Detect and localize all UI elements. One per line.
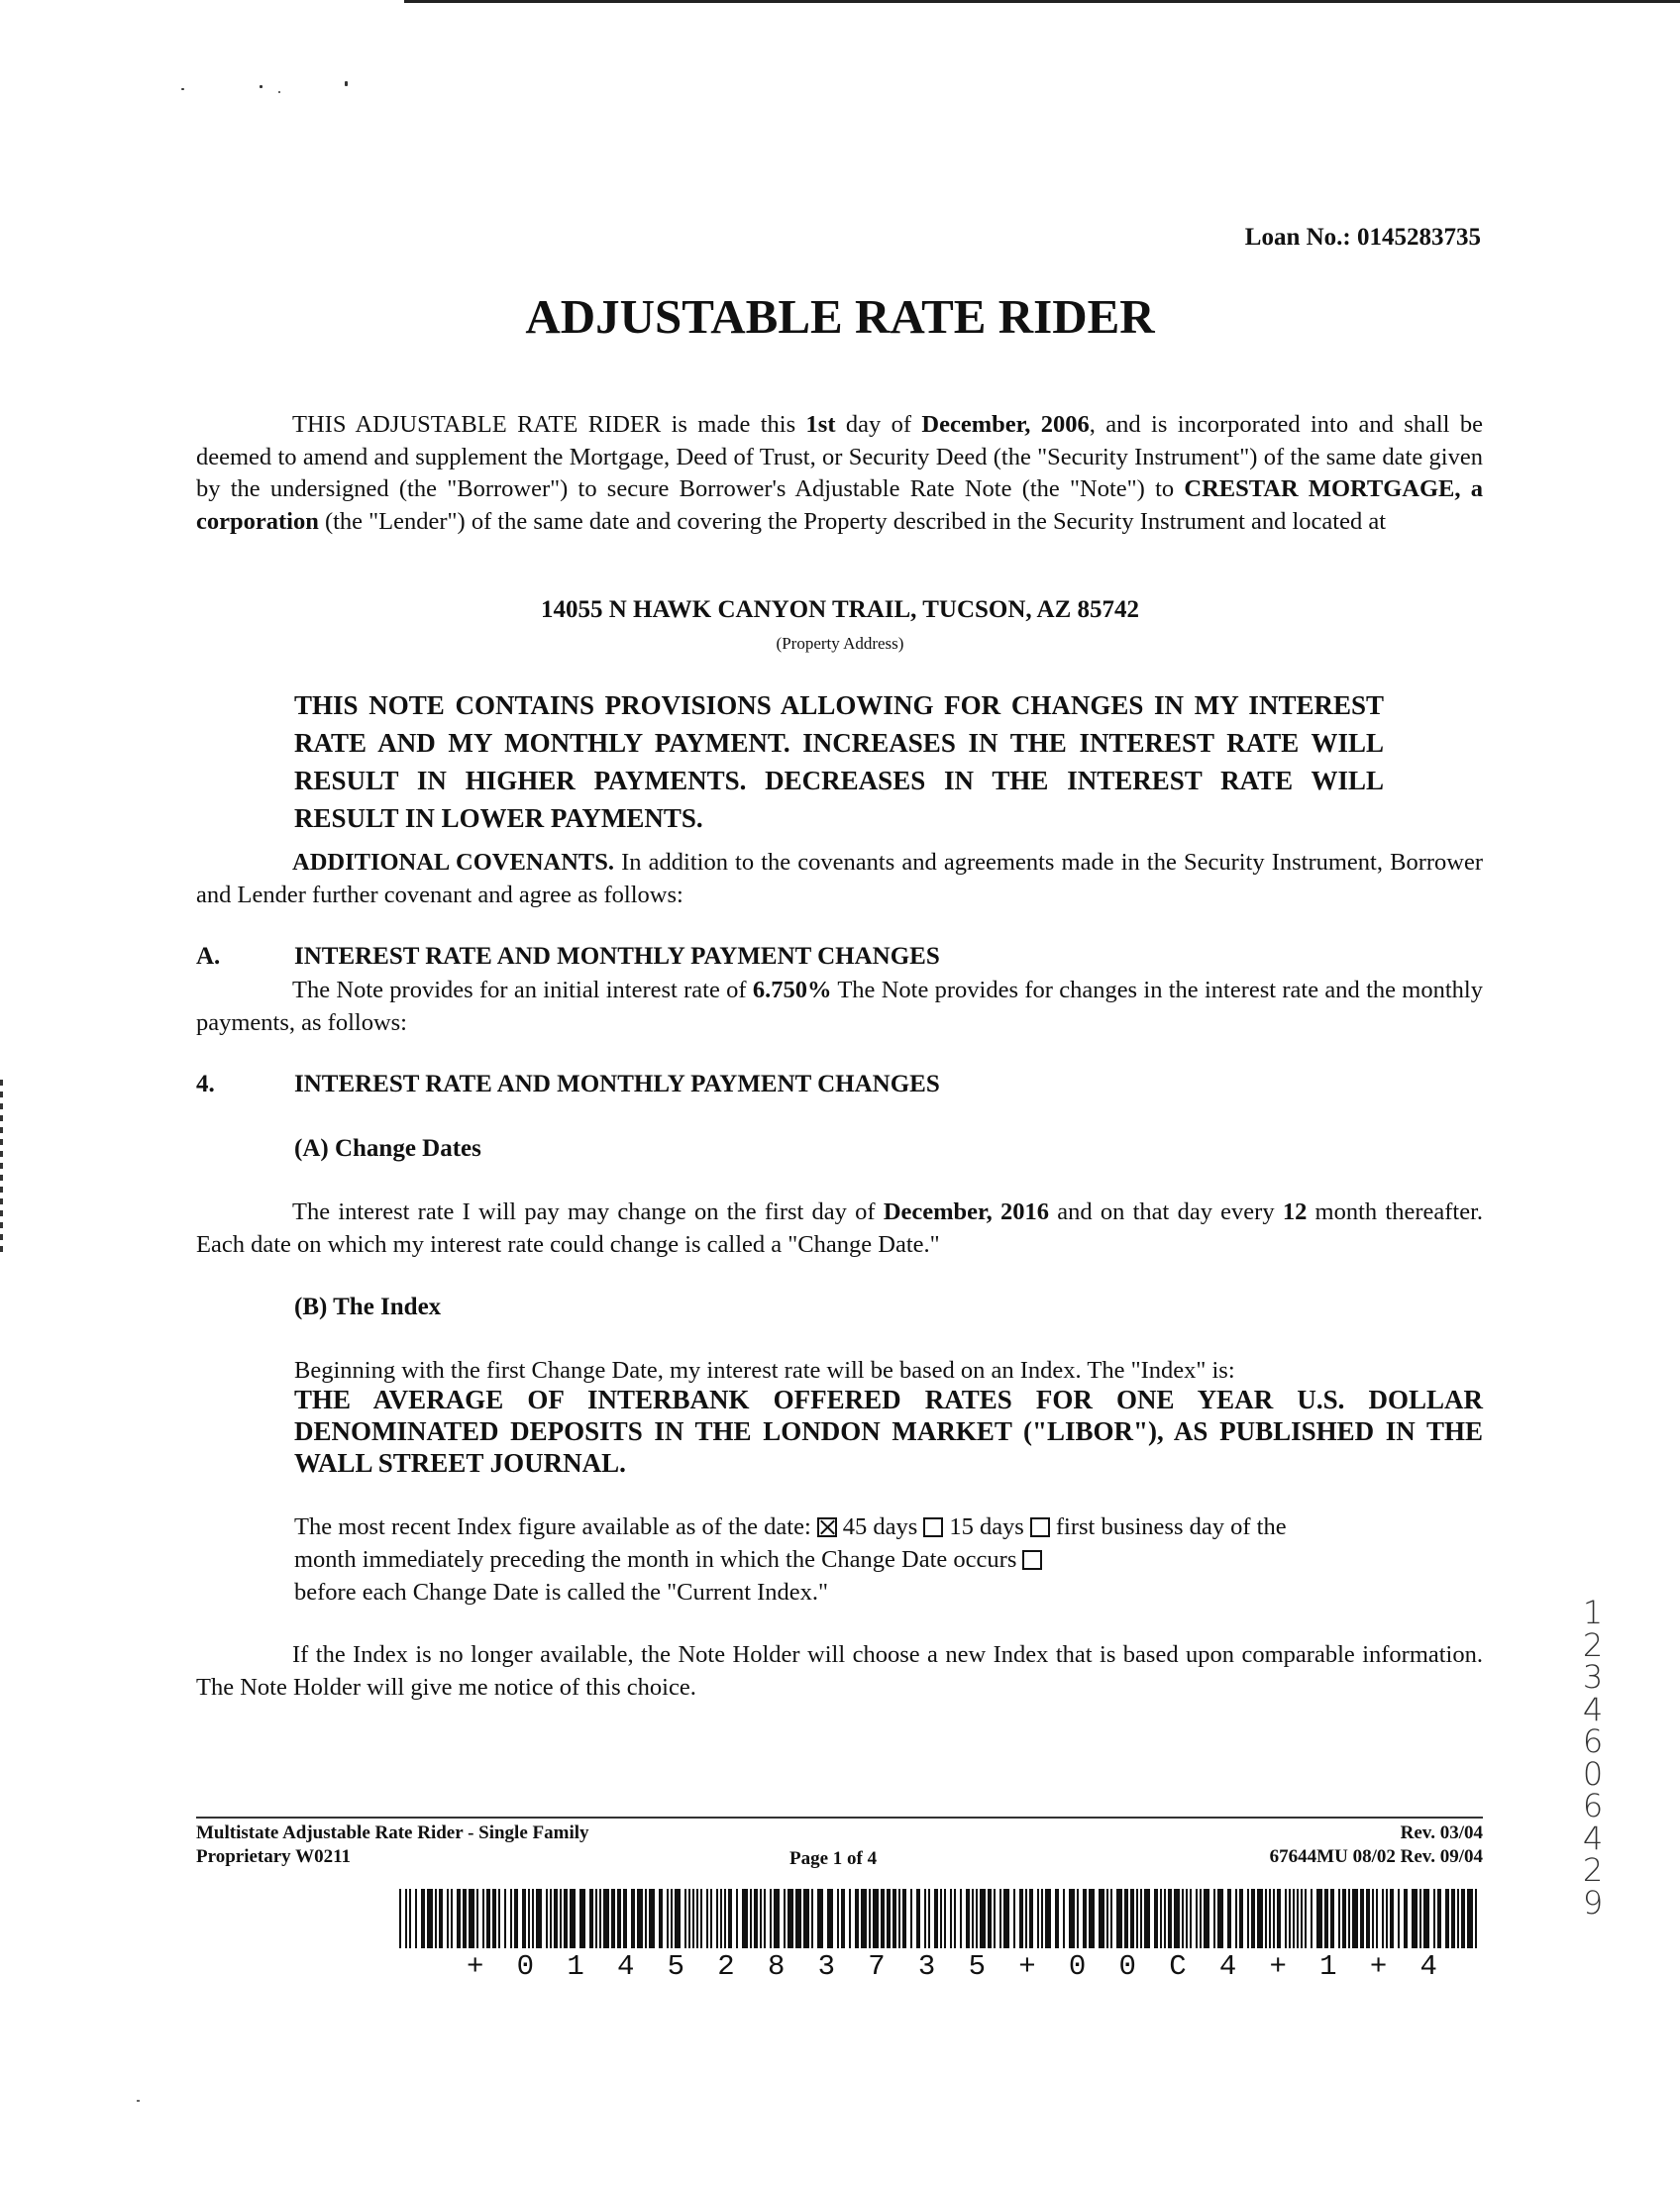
barcode-bar: [1382, 1889, 1384, 1948]
barcode-bar: [631, 1889, 635, 1948]
barcode-bar: [1168, 1889, 1172, 1948]
barcode-char: 5: [667, 1950, 685, 1983]
barcode-bar: [1077, 1889, 1079, 1948]
page-top-border: [404, 0, 1680, 3]
barcode-bar: [760, 1889, 762, 1948]
barcode-bar: [972, 1889, 974, 1948]
barcode-bar: [1404, 1889, 1408, 1948]
barcode-bar: [1251, 1889, 1255, 1948]
barcode-char: +: [1369, 1950, 1388, 1983]
barcode-bar: [706, 1889, 708, 1948]
barcode-bar: [1285, 1889, 1287, 1948]
barcode-bar: [599, 1889, 601, 1948]
barcode-char: 5: [968, 1950, 986, 1983]
index-figure-line-1: The most recent Index figure available as of the date: 45 days 15 days first business day of the: [294, 1513, 1287, 1540]
barcode-bar: [522, 1889, 526, 1948]
barcode-bar: [1136, 1889, 1138, 1948]
barcode-bar: [579, 1889, 585, 1948]
checkbox-first-business-day[interactable]: [1030, 1517, 1050, 1537]
scan-speck: [260, 85, 262, 88]
barcode-bar: [1227, 1889, 1231, 1948]
side-digit: 4: [1582, 1690, 1604, 1728]
index-heading: (B) The Index: [294, 1294, 442, 1320]
barcode-bar: [764, 1889, 766, 1948]
barcode-bar: [447, 1889, 449, 1948]
footer-rule: [196, 1817, 1483, 1819]
barcode-bar: [1433, 1889, 1435, 1948]
barcode-bar: [1265, 1889, 1267, 1948]
index-figure-line-2: month immediately preceding the month in which the Change Date occurs: [294, 1543, 1483, 1576]
barcode-bar: [1457, 1889, 1459, 1948]
barcode-bar: [1069, 1889, 1075, 1948]
barcode-bar: [492, 1889, 496, 1948]
barcode-bar: [1293, 1889, 1295, 1948]
barcode-bar: [1063, 1889, 1065, 1948]
barcode-bar: [728, 1889, 732, 1948]
barcode-bar: [940, 1889, 942, 1948]
barcode-bar: [980, 1889, 986, 1948]
section-4-title: INTEREST RATE AND MONTHLY PAYMENT CHANGES: [294, 1071, 940, 1097]
property-address-label: (Property Address): [776, 634, 904, 653]
barcode-bar: [1273, 1889, 1275, 1948]
barcode-bar: [1213, 1889, 1215, 1948]
barcode-bar: [1277, 1889, 1281, 1948]
barcode-bar: [999, 1889, 1001, 1948]
barcode-char: 3: [817, 1950, 835, 1983]
barcode-bar: [1154, 1889, 1158, 1948]
loan-number: Loan No.: 0145283735: [1244, 224, 1481, 251]
barcode-bar: [570, 1889, 576, 1948]
property-address: 14055 N HAWK CANYON TRAIL, TUCSON, AZ 85742: [540, 596, 1140, 623]
barcode-bar: [684, 1889, 686, 1948]
barcode-bar: [1116, 1889, 1122, 1948]
barcode-bar: [486, 1889, 490, 1948]
barcode-bar: [1352, 1889, 1358, 1948]
barcode-bar: [1412, 1889, 1418, 1948]
barcode-bar: [898, 1889, 900, 1948]
barcode-bar: [1124, 1889, 1128, 1948]
barcode-bar: [1330, 1889, 1334, 1948]
barcode-bar: [611, 1889, 615, 1948]
barcode-bar: [1025, 1889, 1027, 1948]
barcode-bar: [1324, 1889, 1328, 1948]
side-digit: 6: [1582, 1722, 1604, 1760]
scan-speck: [181, 88, 184, 90]
barcode-char: 4: [616, 1950, 635, 1983]
barcode-bar: [887, 1889, 891, 1948]
barcode-bar: [849, 1889, 851, 1948]
barcode-bar: [439, 1889, 443, 1948]
barcode-bar: [504, 1889, 506, 1948]
barcode-bar: [1019, 1889, 1023, 1948]
barcode-char: 0: [1118, 1950, 1136, 1983]
barcode-bar: [1419, 1889, 1421, 1948]
barcode-char: 4: [1218, 1950, 1237, 1983]
barcode-bar: [1235, 1889, 1237, 1948]
barcode-bar: [532, 1889, 534, 1948]
additional-covenants: ADDITIONAL COVENANTS. In addition to the covenants and agreements made in the Security Instrument, Borrower and Lender further covenant and agree as follows:: [196, 849, 1483, 908]
barcode-bar: [1140, 1889, 1142, 1948]
barcode-bar: [1106, 1889, 1108, 1948]
barcode-bar: [1186, 1889, 1188, 1948]
barcode-bar: [841, 1889, 845, 1948]
index-unavailable-text: If the Index is no longer available, the Note Holder will choose a new Index that is based upon comparable information. The Note Holder will give me notice of this choice.: [196, 1641, 1483, 1701]
barcode-char: 1: [1319, 1950, 1337, 1983]
barcode-bar: [560, 1889, 562, 1948]
section-a-title: INTEREST RATE AND MONTHLY PAYMENT CHANGES: [294, 943, 940, 970]
barcode-bar: [1348, 1889, 1350, 1948]
barcode-bar: [589, 1889, 593, 1948]
barcode-bar: [1174, 1889, 1180, 1948]
barcode-bar: [1029, 1889, 1033, 1948]
barcode-bar: [700, 1889, 702, 1948]
change-dates-text: The interest rate I will pay may change on the first day of December, 2016 and on that day every 12 month thereafter. Each date on which my interest rate could change is called a "Change Date.": [196, 1198, 1483, 1258]
barcode-bar: [1386, 1889, 1388, 1948]
barcode-bar: [421, 1889, 425, 1948]
barcode-bar: [934, 1889, 938, 1948]
barcode-bar: [692, 1889, 694, 1948]
barcode-bar: [1182, 1889, 1184, 1948]
barcode-bar: [1089, 1889, 1095, 1948]
barcode-bar: [536, 1889, 542, 1948]
barcode-char: 0: [1068, 1950, 1087, 1983]
barcode-bar: [950, 1889, 952, 1948]
side-digit: 2: [1582, 1625, 1604, 1664]
barcode-bar: [550, 1889, 552, 1948]
barcode-bar: [1297, 1889, 1299, 1948]
side-digit: 2: [1582, 1851, 1604, 1889]
barcode-bar: [736, 1889, 738, 1948]
barcode-bar: [1041, 1889, 1043, 1948]
barcode-bar: [784, 1889, 786, 1948]
side-digit: 4: [1582, 1819, 1604, 1857]
barcode-bar: [696, 1889, 698, 1948]
barcode-bar: [1342, 1889, 1346, 1948]
barcode-bar: [1110, 1889, 1112, 1948]
barcode-bar: [637, 1889, 643, 1948]
barcode-bar: [750, 1889, 752, 1948]
barcode-bar: [1217, 1889, 1223, 1948]
barcode-bar: [811, 1889, 813, 1948]
barcode-bar: [405, 1889, 407, 1948]
barcode-bar: [457, 1889, 461, 1948]
side-digit: 0: [1582, 1754, 1604, 1793]
barcode-bar: [1045, 1889, 1051, 1948]
footer-form-code: 67644MU 08/02 Rev. 09/04: [1269, 1846, 1483, 1867]
checkbox-45-days[interactable]: [817, 1517, 837, 1537]
barcode-bar: [861, 1889, 867, 1948]
barcode-bar: [770, 1889, 772, 1948]
side-stamp-number: [1563, 1594, 1623, 1922]
barcode-bar: [399, 1889, 401, 1948]
barcode-bar: [869, 1889, 871, 1948]
barcode-bar: [817, 1889, 823, 1948]
barcode-bar: [1269, 1889, 1271, 1948]
barcode-bar: [774, 1889, 780, 1948]
barcode-bar: [902, 1889, 906, 1948]
barcode-bar: [671, 1889, 673, 1948]
barcode-bar: [1200, 1889, 1202, 1948]
barcode-bar: [988, 1889, 992, 1948]
barcode-bar: [1423, 1889, 1429, 1948]
barcode-char: 0: [516, 1950, 535, 1983]
barcode-bar: [409, 1889, 411, 1948]
barcode-bar: [754, 1889, 758, 1948]
barcode-bar: [1338, 1889, 1340, 1948]
barcode-bar: [928, 1889, 930, 1948]
barcode-bar: [720, 1889, 722, 1948]
barcode-bar: [649, 1889, 655, 1948]
document-title: ADJUSTABLE RATE RIDER: [525, 289, 1155, 344]
barcode-bar: [498, 1889, 500, 1948]
index-intro: Beginning with the first Change Date, my interest rate will be based on an Index. The "Index" is:: [294, 1357, 1235, 1384]
barcode-bar: [476, 1889, 478, 1948]
footer-page-number: Page 1 of 4: [789, 1848, 878, 1869]
barcode-bar: [1190, 1889, 1192, 1948]
barcode-bar: [1311, 1889, 1312, 1948]
barcode-bar: [451, 1889, 453, 1948]
side-digit: 9: [1582, 1883, 1604, 1922]
barcode-bar: [1451, 1889, 1455, 1948]
barcode-char: +: [467, 1950, 484, 1983]
barcode-bar: [463, 1889, 467, 1948]
barcode-bar: [1437, 1889, 1441, 1948]
barcode-bar: [1013, 1889, 1015, 1948]
barcode-bar: [645, 1889, 647, 1948]
barcode-bar: [675, 1889, 681, 1948]
barcode-bar: [595, 1889, 597, 1948]
barcode-bar: [954, 1889, 956, 1948]
barcode-bar: [1247, 1889, 1249, 1948]
barcode-bar: [1055, 1889, 1059, 1948]
barcode-bar: [1037, 1889, 1039, 1948]
barcode-bar: [1475, 1889, 1477, 1948]
barcode-bar: [803, 1889, 809, 1948]
barcode-bar: [724, 1889, 726, 1948]
barcode-bar: [916, 1889, 920, 1948]
intro-paragraph: THIS ADJUSTABLE RATE RIDER is made this 1st day of December, 2006, and is incorporated into and shall be deemed to amend and supplement the Mortgage, Deed of Trust, or Security Deed (the "Security Instrument") of the same date given by the undersigned (the "Borrower") to secure Borrower's Adjustable Rate Note (the "Note") to CRESTAR MORTGAGE, a corporation (the "Lender") of the same date and covering the Property described in the Security Instrument and located at: [196, 411, 1483, 535]
barcode-bar: [546, 1889, 548, 1948]
barcode-text: [467, 1950, 1437, 1983]
rate-change-notice: THIS NOTE CONTAINS PROVISIONS ALLOWING FOR CHANGES IN MY INTEREST RATE AND MY MONTHLY PAYMENT. INCREASES IN THE INTEREST RATE WILL RESULT IN HIGHER PAYMENTS. DECREASES IN THE INTEREST RATE WILL RESULT IN LOWER PAYMENTS.: [294, 690, 1384, 833]
barcode-bar: [1130, 1889, 1134, 1948]
barcode-char: +: [1018, 1950, 1036, 1983]
barcode-char: 2: [717, 1950, 735, 1983]
section-4-number: 4.: [196, 1071, 215, 1097]
side-digit: 6: [1582, 1787, 1604, 1824]
barcode-bar: [742, 1889, 748, 1948]
footer-form-name: Multistate Adjustable Rate Rider - Single Family: [196, 1822, 589, 1843]
barcode-bar: [1083, 1889, 1087, 1948]
barcode-bar: [1467, 1889, 1473, 1948]
checkbox-15-days[interactable]: [923, 1517, 943, 1537]
barcode-bar: [510, 1889, 512, 1948]
checkbox-month-preceding[interactable]: [1022, 1550, 1042, 1570]
scan-edge-mark: [0, 1080, 3, 1254]
barcode-bar: [415, 1889, 417, 1948]
barcode-bar: [617, 1889, 621, 1948]
barcode-bar: [667, 1889, 669, 1948]
barcode-bar: [881, 1889, 885, 1948]
barcode-bar: [1301, 1889, 1303, 1948]
barcode-bar: [603, 1889, 609, 1948]
barcode-bar: [1372, 1889, 1374, 1948]
change-dates-heading: (A) Change Dates: [294, 1135, 481, 1162]
barcode-bar: [976, 1889, 978, 1948]
barcode-bar: [514, 1889, 518, 1948]
side-digit: 3: [1582, 1658, 1604, 1696]
index-name: THE AVERAGE OF INTERBANK OFFERED RATES FOR ONE YEAR U.S. DOLLAR DENOMINATED DEPOSITS IN THE LONDON MARKET ("LIBOR"), AS PUBLISHED IN THE WALL STREET JOURNAL.: [294, 1385, 1483, 1478]
barcode-char: +: [1269, 1950, 1287, 1983]
barcode-bar: [827, 1889, 833, 1948]
side-digit: 1: [1582, 1594, 1604, 1631]
barcode-bar: [1289, 1889, 1291, 1948]
barcode-bar: [795, 1889, 801, 1948]
barcode-bar: [1445, 1889, 1449, 1948]
barcode-bar: [427, 1889, 433, 1948]
barcode-bar: [688, 1889, 690, 1948]
barcode-char: 1: [567, 1950, 584, 1983]
section-a-text: The Note provides for an initial interest rate of 6.750% The Note provides for changes in the interest rate and the monthly payments, as follows:: [196, 977, 1483, 1036]
barcode-char: 7: [868, 1950, 886, 1983]
barcode-bar: [469, 1889, 474, 1948]
barcode-char: C: [1169, 1950, 1187, 1983]
barcode-bar: [966, 1889, 970, 1948]
barcode-char: 4: [1419, 1950, 1437, 1983]
barcode-bar: [960, 1889, 962, 1948]
scan-speck: [345, 81, 348, 86]
barcode-bar: [855, 1889, 859, 1948]
barcode-bar: [1003, 1889, 1009, 1948]
barcode-bar: [788, 1889, 793, 1948]
scan-speck: [137, 2100, 140, 2102]
barcode-bar: [1160, 1889, 1162, 1948]
barcode-bar: [1366, 1889, 1370, 1948]
index-figure-line-3: before each Change Date is called the "Current Index.": [294, 1579, 829, 1606]
barcode-bar: [482, 1889, 484, 1948]
barcode-char: 8: [767, 1950, 786, 1983]
barcode-bar: [710, 1889, 712, 1948]
barcode-bar: [1398, 1889, 1400, 1948]
barcode-bar: [623, 1889, 627, 1948]
barcode-bar: [435, 1889, 437, 1948]
barcode-bar: [924, 1889, 926, 1948]
barcode-bar: [554, 1889, 558, 1948]
barcode-bar: [1305, 1889, 1307, 1948]
barcode-char: 3: [917, 1950, 936, 1983]
barcode-bar: [944, 1889, 946, 1948]
barcode-bar: [528, 1889, 530, 1948]
barcode-bar: [1164, 1889, 1166, 1948]
barcode-bar: [892, 1889, 896, 1948]
barcode-bar: [837, 1889, 839, 1948]
barcode-bar: [910, 1889, 912, 1948]
barcode-bar: [1376, 1889, 1378, 1948]
barcode-bar: [659, 1889, 663, 1948]
footer-rev: Rev. 03/04: [1400, 1822, 1483, 1843]
barcode-bar: [1257, 1889, 1263, 1948]
barcode-bar: [873, 1889, 879, 1948]
barcode-bar: [1461, 1889, 1465, 1948]
barcode-bar: [1239, 1889, 1243, 1948]
barcode-bar: [1390, 1889, 1394, 1948]
barcode-bar: [1099, 1889, 1104, 1948]
barcode-bar: [1204, 1889, 1209, 1948]
section-a-number: A.: [196, 943, 221, 970]
barcode-bar: [1316, 1889, 1322, 1948]
scan-speck: [278, 91, 280, 93]
barcode-bar: [1360, 1889, 1364, 1948]
barcode-bar: [994, 1889, 996, 1948]
barcode: [399, 1889, 1484, 1948]
barcode-bar: [564, 1889, 568, 1948]
barcode-bar: [1196, 1889, 1198, 1948]
barcode-bar: [1144, 1889, 1150, 1948]
footer-proprietary: Proprietary W0211: [196, 1846, 352, 1867]
barcode-bar: [716, 1889, 718, 1948]
